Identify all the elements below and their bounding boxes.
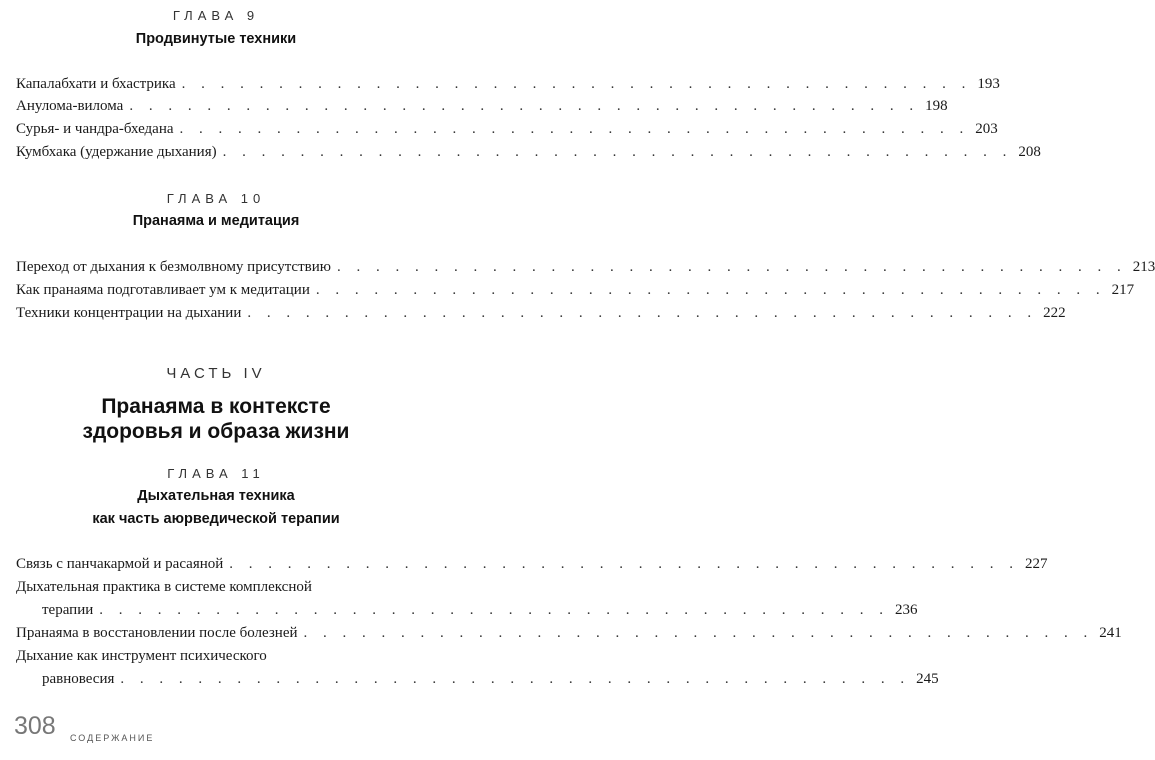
running-footer-section: СОДЕРЖАНИЕ xyxy=(70,733,155,743)
toc-entry-line-1[interactable] xyxy=(16,648,416,669)
toc-entry-title: Анулома-вилома xyxy=(16,98,124,114)
page-number: 308 xyxy=(14,712,56,740)
toc-entry-page: 203 xyxy=(975,121,998,137)
dot-leader: . . . . . . . . . . . . . . . . . . . . . . . . . . . . . . . . . . . . . . . . . xyxy=(120,671,911,687)
toc-entry-title: Капалабхати и бхастрика xyxy=(16,76,176,92)
toc-entry[interactable] xyxy=(16,305,1066,326)
toc-entry[interactable] xyxy=(16,121,998,142)
toc-entry-title: Сурья- и чандра-бхедана xyxy=(16,121,174,137)
toc-entry-page: 213 xyxy=(1132,259,1155,275)
toc-entry-title: Кумбхака (удержание дыхания) xyxy=(16,144,217,160)
toc-entry-page: 222 xyxy=(1043,305,1066,321)
toc-entry-title: Переход от дыхания к безмолвному присутствию xyxy=(16,259,331,275)
toc-entry[interactable] xyxy=(16,556,1048,577)
toc-entry-title: Дыхательная практика в системе комплексной xyxy=(16,579,312,595)
part-4-title-line-2: здоровья и образа жизни xyxy=(82,420,350,443)
toc-entry-title: Техники концентрации на дыхании xyxy=(16,305,242,321)
toc-entry[interactable] xyxy=(16,282,1135,303)
toc-entry[interactable] xyxy=(16,259,1155,280)
toc-entry-page: 227 xyxy=(1025,556,1048,572)
dot-leader: . . . . . . . . . . . . . . . . . . . . . . . . . . . . . . . . . . . . . . . . . xyxy=(179,121,970,137)
dot-leader: . . . . . . . . . . . . . . . . . . . . . . . . . . . . . . . . . . . . . . . . . xyxy=(181,76,972,92)
toc-entry-title: Связь с панчакармой и расаяной xyxy=(16,556,224,572)
dot-leader: . . . . . . . . . . . . . . . . . . . . . . . . . . . . . . . . . . . . . . . . . xyxy=(303,625,1094,641)
toc-entry-page: 217 xyxy=(1111,282,1135,298)
dot-leader: . . . . . . . . . . . . . . . . . . . . . . . . . . . . . . . . . . . . . . . . . xyxy=(336,259,1127,275)
toc-entry-continuation[interactable] xyxy=(42,671,939,692)
dot-leader: . . . . . . . . . . . . . . . . . . . . . . . . . . . . . . . . . . . . . . . . . xyxy=(229,556,1020,572)
toc-entry[interactable] xyxy=(16,144,1041,165)
toc-entry-continuation[interactable] xyxy=(42,602,918,623)
toc-entry-page: 193 xyxy=(977,76,1000,92)
dot-leader: . . . . . . . . . . . . . . . . . . . . . . . . . . . . . . . . . . . . . . . . . xyxy=(315,282,1106,298)
toc-entry-title-cont: равновесия xyxy=(42,671,115,687)
toc-entry-page: 236 xyxy=(895,602,918,618)
toc-entry[interactable] xyxy=(16,76,1000,97)
chapter-11-title-line-2: как часть аюрведической терапии xyxy=(92,511,340,527)
chapter-11-label: ГЛАВА 11 xyxy=(167,466,265,481)
toc-entry-page: 245 xyxy=(916,671,939,687)
chapter-9-title: Продвинутые техники xyxy=(135,31,297,47)
toc-entry-line-1[interactable] xyxy=(16,579,416,600)
part-4-title-line-1: Пранаяма в контексте xyxy=(101,395,331,418)
dot-leader: . . . . . . . . . . . . . . . . . . . . . . . . . . . . . . . . . . . . . . . . . xyxy=(129,98,920,114)
toc-entry-page: 198 xyxy=(925,98,948,114)
toc-entry-title: Как пранаяма подготавливает ум к медитации xyxy=(16,282,310,298)
dot-leader: . . . . . . . . . . . . . . . . . . . . . . . . . . . . . . . . . . . . . . . . . xyxy=(99,602,890,618)
toc-entry-page: 241 xyxy=(1099,625,1122,641)
chapter-11-title-line-1: Дыхательная техника xyxy=(137,488,295,504)
chapter-9-label: ГЛАВА 9 xyxy=(172,8,260,23)
dot-leader: . . . . . . . . . . . . . . . . . . . . . . . . . . . . . . . . . . . . . . . . . xyxy=(247,305,1038,321)
toc-entry-title: Дыхание как инструмент психического xyxy=(16,648,267,664)
toc-entry-page: 208 xyxy=(1018,144,1041,160)
toc-entry-title: Пранаяма в восстановлении после болезней xyxy=(16,625,298,641)
part-4-label: ЧАСТЬ IV xyxy=(166,365,266,382)
toc-entry[interactable] xyxy=(16,625,1122,646)
chapter-10-title: Пранаяма и медитация xyxy=(132,213,300,229)
toc-entry-title-cont: терапии xyxy=(42,602,94,618)
chapter-10-label: ГЛАВА 10 xyxy=(166,191,266,206)
toc-entry[interactable] xyxy=(16,98,948,119)
dot-leader: . . . . . . . . . . . . . . . . . . . . . . . . . . . . . . . . . . . . . . . . . xyxy=(222,144,1013,160)
